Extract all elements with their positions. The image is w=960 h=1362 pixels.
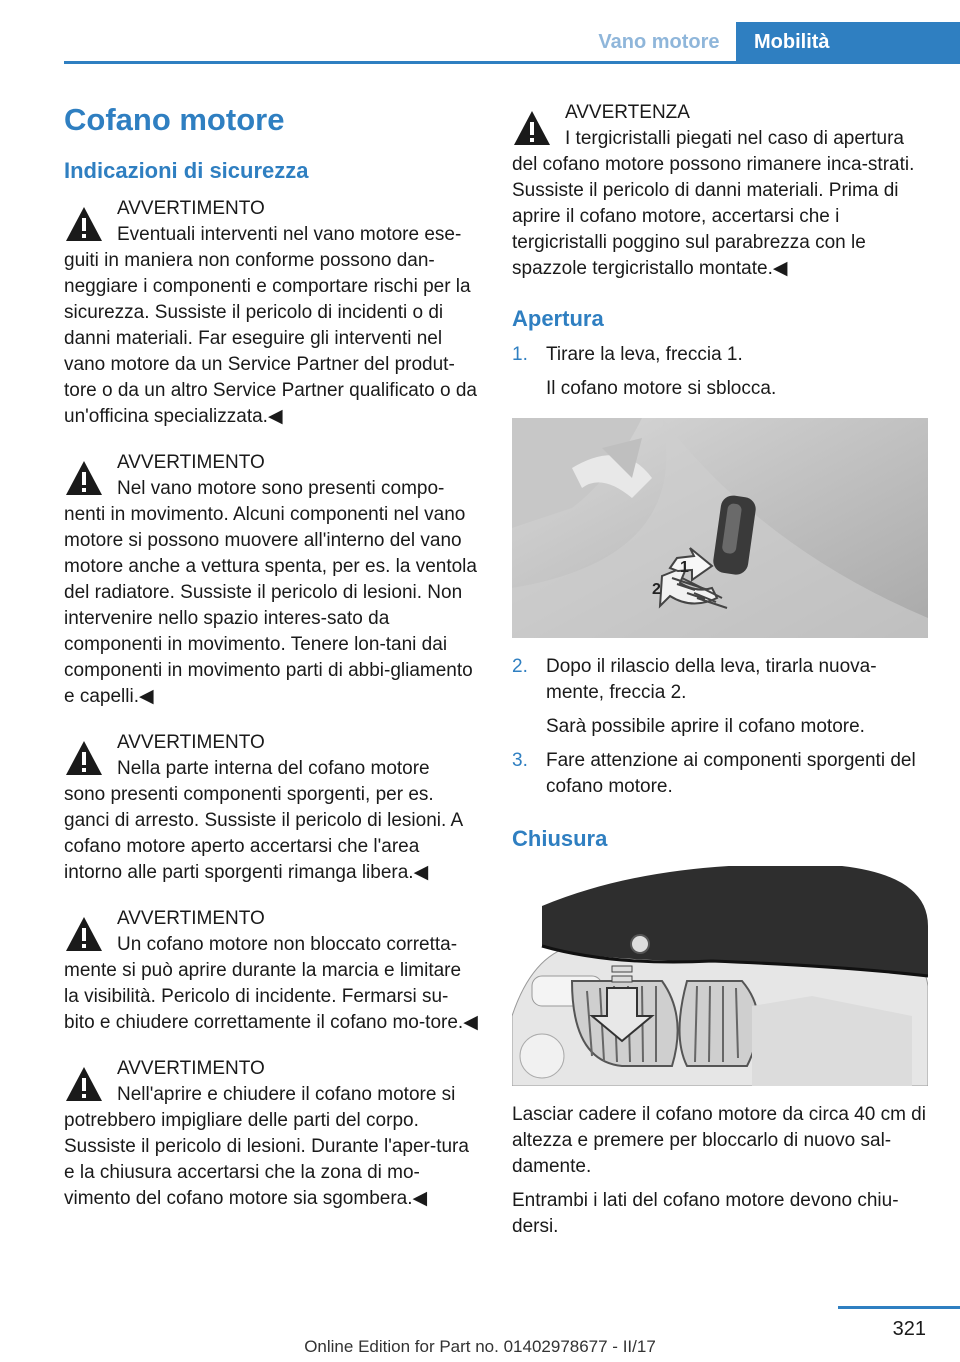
- notice-label: AVVERTENZA: [565, 102, 690, 123]
- warning-intro: Eventuali interventi nel vano motore ese-: [117, 224, 462, 245]
- section-heading-opening: Apertura: [512, 306, 604, 331]
- warning-block: [64, 450, 478, 710]
- step-number: 2.: [512, 656, 528, 677]
- step-subtext: Sarà possibile aprire il cofano motore.: [546, 716, 865, 737]
- section-heading-closing: Chiusura: [512, 826, 608, 851]
- warning-label: AVVERTIMENTO: [117, 198, 265, 219]
- warning-triangle-icon: [64, 1064, 104, 1104]
- arrow-label-1: 1: [680, 559, 689, 576]
- warning-intro: Un cofano motore non bloccato corretta-: [117, 934, 458, 955]
- hood-release-lever-illustration: [512, 418, 928, 638]
- step-number: 3.: [512, 750, 528, 771]
- warning-intro: Nel vano motore sono presenti compo-: [117, 478, 445, 499]
- warning-triangle-icon: [64, 914, 104, 954]
- warning-text: guiti in maniera non conforme possono dan-neggiare i componenti e comportare rischi per la sicurezza. Sussiste il pericolo di incidenti o di danni materiali. Far eseguire gli interventi nel vano motore da un Service Partner del produt-tore o da un altro Service Partner qualificato o da un'officina specializzata.◀: [64, 250, 477, 427]
- opening-steps-continued: [512, 654, 926, 800]
- footer-edition: Online Edition for Part no. 01402978677 - II/17: [304, 1337, 656, 1356]
- warning-triangle-icon: [64, 204, 104, 244]
- opening-steps: [512, 342, 926, 402]
- page-number: 321: [892, 1318, 926, 1340]
- left-column: [64, 100, 478, 1212]
- arrow-label-2: 2: [652, 581, 661, 598]
- warning-label: AVVERTIMENTO: [117, 732, 265, 753]
- closing-paragraph-1: Lasciar cadere il cofano motore da circa 40 cm di altezza e premere per bloccarlo di nuovo sal-damente.: [512, 1104, 926, 1177]
- warning-label: AVVERTIMENTO: [117, 908, 265, 929]
- right-column: [512, 100, 926, 1240]
- hood-closing-illustration: [512, 866, 928, 1086]
- warning-triangle-icon: [512, 108, 552, 148]
- notice-intro: I tergicristalli piegati nel caso di apertura: [565, 128, 905, 149]
- step-text: Tirare la leva, freccia 1.: [546, 344, 743, 365]
- closing-paragraph-2: Entrambi i lati del cofano motore devono chiu-dersi.: [512, 1190, 899, 1237]
- notice-block: [512, 100, 926, 282]
- notice-text: del cofano motore possono rimanere inca-strati. Sussiste il pericolo di danni materiali. Prima di aprire il cofano motore, accertarsi che i tergicristalli poggino sul parabrezza con le spazzole tergicristallo montate.◀: [512, 154, 915, 279]
- warning-triangle-icon: [64, 738, 104, 778]
- warning-block: [64, 906, 478, 1036]
- warning-triangle-icon: [64, 458, 104, 498]
- warning-block: [64, 196, 478, 430]
- warning-text: potrebbero impigliare delle parti del corpo. Sussiste il pericolo di lesioni. Durante l'aper-tura e la chiusura accertarsi che la zona di mo-vimento del cofano motore sia sgombera.◀: [64, 1110, 469, 1209]
- warning-intro: Nella parte interna del cofano motore: [117, 758, 430, 779]
- page-title: Cofano motore: [64, 102, 285, 137]
- step-item-2: [512, 654, 926, 740]
- step-item-3: [512, 748, 926, 800]
- warning-text: sono presenti componenti sporgenti, per es. ganci di arresto. Sussiste il pericolo di lesioni. A cofano motore aperto accertarsi che l'area intorno alle parti sporgenti rimanga libera.◀: [64, 784, 463, 883]
- step-text: Dopo il rilascio della leva, tirarla nuova-mente, freccia 2.: [546, 656, 877, 703]
- page-number-rule: [838, 1306, 960, 1309]
- warning-text: mente si può aprire durante la marcia e limitare la visibilità. Pericolo di incidente. Fermarsi su-bito e chiudere correttamente il cofano mo-tore.◀: [64, 960, 478, 1033]
- warning-label: AVVERTIMENTO: [117, 1058, 265, 1079]
- section-heading-safety: Indicazioni di sicurezza: [64, 158, 309, 183]
- step-subtext: Il cofano motore si sblocca.: [546, 378, 777, 399]
- header-section-tab[interactable]: Vano motore: [598, 31, 720, 53]
- warning-block: [64, 1056, 478, 1212]
- step-number: 1.: [512, 344, 528, 365]
- header-rule: [64, 61, 960, 64]
- step-item-1: [512, 342, 926, 402]
- warning-label: AVVERTIMENTO: [117, 452, 265, 473]
- header-chapter-tab[interactable]: Mobilità: [736, 22, 960, 61]
- warning-block: [64, 730, 478, 886]
- warning-text: nenti in movimento. Alcuni componenti nel vano motore si possono muovere all'interno del vano motore anche a vettura spenta, per es. la ventola del radiatore. Sussiste il pericolo di lesioni. Non intervenire nello spazio interes-sato da componenti in movimento. Tenere lon-tani dai componenti in movimento parti di abbi-gliamento e capelli.◀: [64, 504, 477, 707]
- warnings-list: [64, 196, 478, 1212]
- step-text: Fare attenzione ai componenti sporgenti del cofano motore.: [546, 750, 916, 797]
- warning-intro: Nell'aprire e chiudere il cofano motore si: [117, 1084, 456, 1105]
